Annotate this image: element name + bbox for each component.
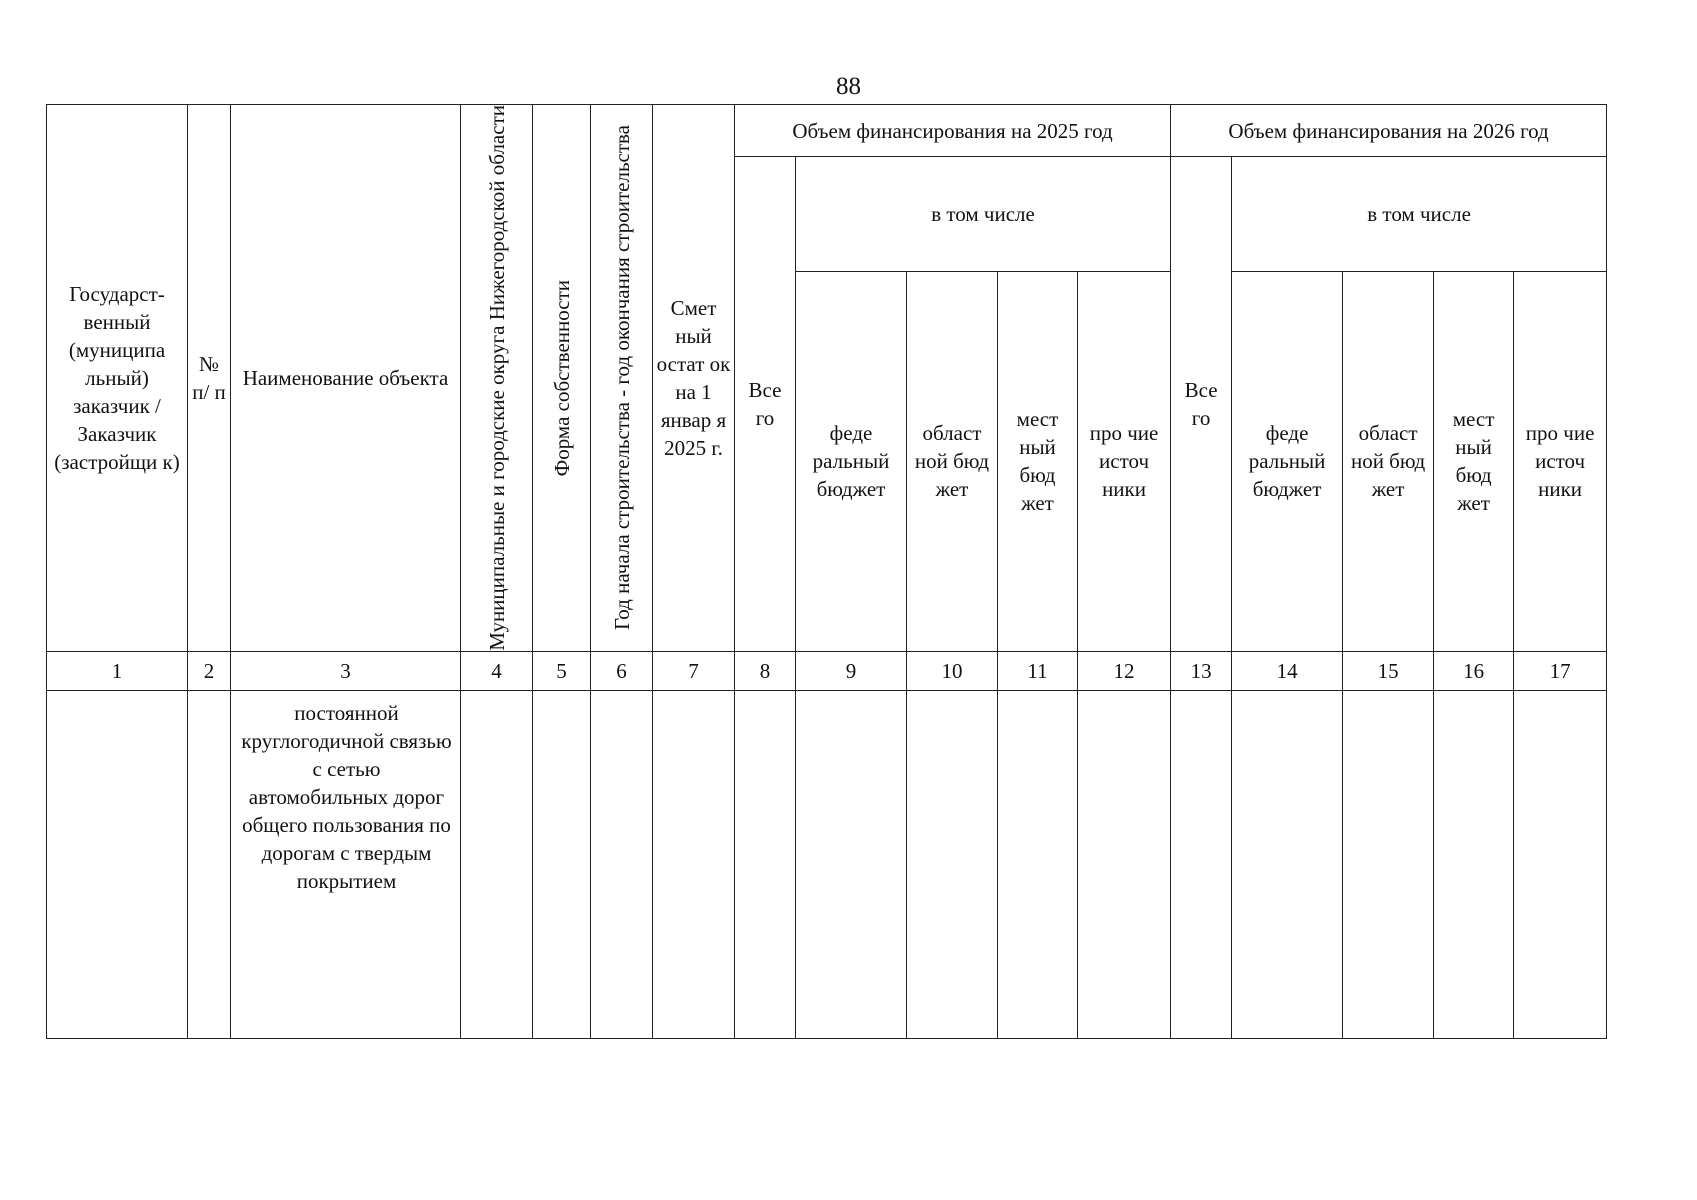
- cell-empty: [1514, 690, 1607, 1038]
- column-number: 16: [1434, 651, 1514, 690]
- cell-empty: [1434, 690, 1514, 1038]
- header-including-2026: в том числе: [1232, 157, 1607, 272]
- cell-empty: [796, 690, 907, 1038]
- cell-empty: [1232, 690, 1343, 1038]
- cell-empty: [461, 690, 533, 1038]
- column-number: 9: [796, 651, 907, 690]
- column-number: 6: [591, 651, 653, 690]
- column-number: 7: [653, 651, 735, 690]
- column-number: 11: [998, 651, 1078, 690]
- header-construction-years: Год начала строительства - год окончания строительства: [591, 105, 653, 652]
- column-number: 3: [231, 651, 461, 690]
- column-number: 5: [533, 651, 591, 690]
- cell-empty: [1171, 690, 1232, 1038]
- header-total-2025: Все го: [735, 157, 796, 652]
- cell-customer: [47, 690, 188, 1038]
- header-federal-2025: феде ральный бюджет: [796, 271, 907, 651]
- investment-table: [46, 104, 1607, 1039]
- cell-empty: [1343, 690, 1434, 1038]
- cell-empty: [533, 690, 591, 1038]
- header-federal-2026: феде ральный бюджет: [1232, 271, 1343, 651]
- table-row: [47, 690, 1607, 1038]
- header-regional-2025: област ной бюд жет: [907, 271, 998, 651]
- header-funding-2026: Объем финансирования на 2026 год: [1171, 105, 1607, 157]
- cell-empty: [591, 690, 653, 1038]
- column-number: 10: [907, 651, 998, 690]
- cell-empty: [1078, 690, 1171, 1038]
- cell-empty: [735, 690, 796, 1038]
- column-number: 2: [188, 651, 231, 690]
- header-customer: Государст-венный (муниципа льный) заказчик / Заказчик (застройщи к): [47, 105, 188, 652]
- header-row-number: № п/ п: [188, 105, 231, 652]
- column-number: 17: [1514, 651, 1607, 690]
- column-number: 1: [47, 651, 188, 690]
- header-funding-2025: Объем финансирования на 2025 год: [735, 105, 1171, 157]
- cell-empty: [907, 690, 998, 1038]
- cell-row-number: [188, 690, 231, 1038]
- column-number-row: [47, 651, 1607, 690]
- header-regional-2026: област ной бюд жет: [1343, 271, 1434, 651]
- header-other-2026: про чие источ ники: [1514, 271, 1607, 651]
- column-number: 12: [1078, 651, 1171, 690]
- header-ownership: Форма собственности: [533, 105, 591, 652]
- cell-empty: [653, 690, 735, 1038]
- column-number: 15: [1343, 651, 1434, 690]
- header-other-2025: про чие источ ники: [1078, 271, 1171, 651]
- header-object-name: Наименование объекта: [231, 105, 461, 652]
- header-local-2025: мест ный бюд жет: [998, 271, 1078, 651]
- header-total-2026: Все го: [1171, 157, 1232, 652]
- column-number: 4: [461, 651, 533, 690]
- cell-empty: [998, 690, 1078, 1038]
- header-including-2025: в том числе: [796, 157, 1171, 272]
- column-number: 14: [1232, 651, 1343, 690]
- cell-object-name: постоянной круглогодичной связью с сетью автомобильных дорог общего пользования по дорогам с твердым покрытием: [231, 690, 461, 1038]
- header-estimate-balance: Смет ный остат ок на 1 январ я 2025 г.: [653, 105, 735, 652]
- header-municipality: Муниципальные и городские округа Нижегородской области: [461, 105, 533, 652]
- column-number: 8: [735, 651, 796, 690]
- header-local-2026: мест ный бюд жет: [1434, 271, 1514, 651]
- page-number: 88: [836, 73, 861, 100]
- column-number: 13: [1171, 651, 1232, 690]
